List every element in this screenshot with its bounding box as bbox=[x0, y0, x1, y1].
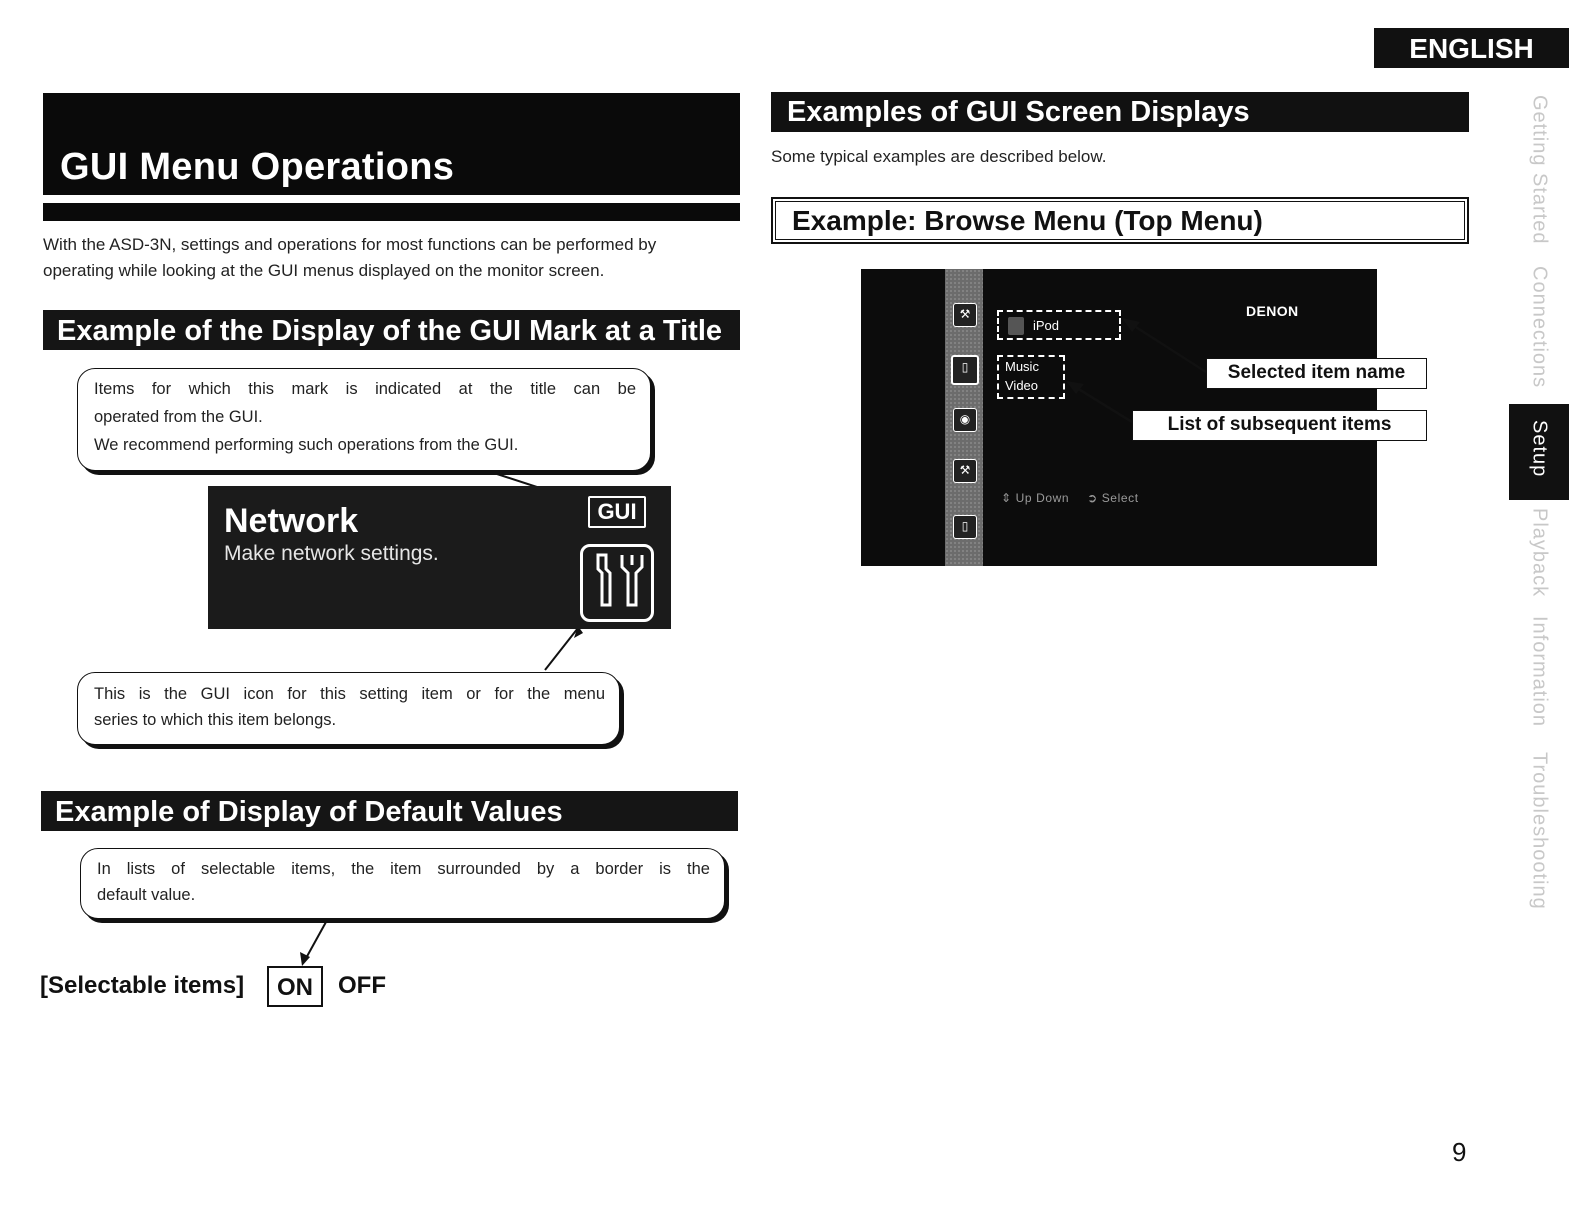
setup-tools-icon: ⚒ bbox=[953, 303, 977, 327]
network-title: Network bbox=[224, 502, 359, 540]
side-tab-troubleshooting[interactable]: Troubleshooting bbox=[1528, 752, 1551, 910]
default-callout-line-1: In lists of selectable items, the item surrounded by a border is the bbox=[97, 860, 710, 878]
side-tab-information[interactable]: Information bbox=[1528, 616, 1551, 728]
section-heading-gui-mark: Example of the Display of the GUI Mark at a Title bbox=[43, 310, 740, 350]
option-on-default: ON bbox=[267, 966, 323, 1007]
side-tab-playback[interactable]: Playback bbox=[1528, 508, 1551, 598]
icon-callout-line-1: This is the GUI icon for this setting item or for the menu bbox=[94, 685, 605, 703]
select-icon: ➲ bbox=[1087, 491, 1098, 505]
updown-icon: ⇕ bbox=[1001, 491, 1012, 505]
screen-displays-description: Some typical examples are described below. bbox=[771, 147, 1107, 166]
intro-line-1: With the ASD-3N, settings and operations for most functions can be performed by bbox=[43, 235, 657, 254]
device-icon: ▯ bbox=[953, 515, 977, 539]
side-tab-connections[interactable]: Connections bbox=[1528, 266, 1551, 389]
gui-mark-badge: GUI bbox=[588, 496, 646, 528]
callout-line-1: Items for which this mark is indicated at the title can be bbox=[94, 380, 636, 398]
example-title: Example: Browse Menu (Top Menu) bbox=[775, 201, 1465, 240]
option-off: OFF bbox=[338, 972, 386, 999]
callout-line-2: operated from the GUI. bbox=[94, 408, 263, 426]
side-tab-setup-active[interactable]: Setup bbox=[1509, 404, 1569, 500]
icon-callout-line-2: series to which this item belongs. bbox=[94, 711, 337, 729]
section-heading-screen-displays: Examples of GUI Screen Displays bbox=[771, 92, 1469, 132]
section-heading-default-values: Example of Display of Default Values bbox=[41, 791, 738, 831]
intro-line-2: operating while looking at the GUI menus displayed on the monitor screen. bbox=[43, 261, 605, 280]
footer-select: Select bbox=[1101, 491, 1139, 505]
page-title: GUI Menu Operations bbox=[60, 146, 455, 188]
network-subtitle: Make network settings. bbox=[224, 542, 439, 565]
menu-item-video[interactable]: Video bbox=[1005, 378, 1039, 393]
label-selected-item-name: Selected item name bbox=[1206, 358, 1427, 389]
side-tab-getting-started[interactable]: Getting Started bbox=[1528, 95, 1551, 245]
label-list-subsequent-items: List of subsequent items bbox=[1132, 410, 1427, 441]
language-tab: ENGLISH bbox=[1374, 28, 1569, 68]
selectable-items-label: [Selectable items] bbox=[40, 972, 245, 999]
footer-updown: Up Down bbox=[1015, 491, 1070, 505]
menu-item-music[interactable]: Music bbox=[1005, 359, 1039, 374]
network-globe-icon: ◉ bbox=[953, 408, 977, 432]
page-number: 9 bbox=[1452, 1137, 1467, 1167]
denon-logo: DENON bbox=[1246, 303, 1299, 319]
tools-icon-small: ⚒ bbox=[953, 459, 977, 483]
ipod-device-icon-selected: ▯ bbox=[951, 355, 979, 385]
menu-item-ipod[interactable]: iPod bbox=[1033, 318, 1060, 333]
callout-line-3: We recommend performing such operations from the GUI. bbox=[94, 436, 519, 454]
default-callout-line-2: default value. bbox=[97, 886, 196, 904]
